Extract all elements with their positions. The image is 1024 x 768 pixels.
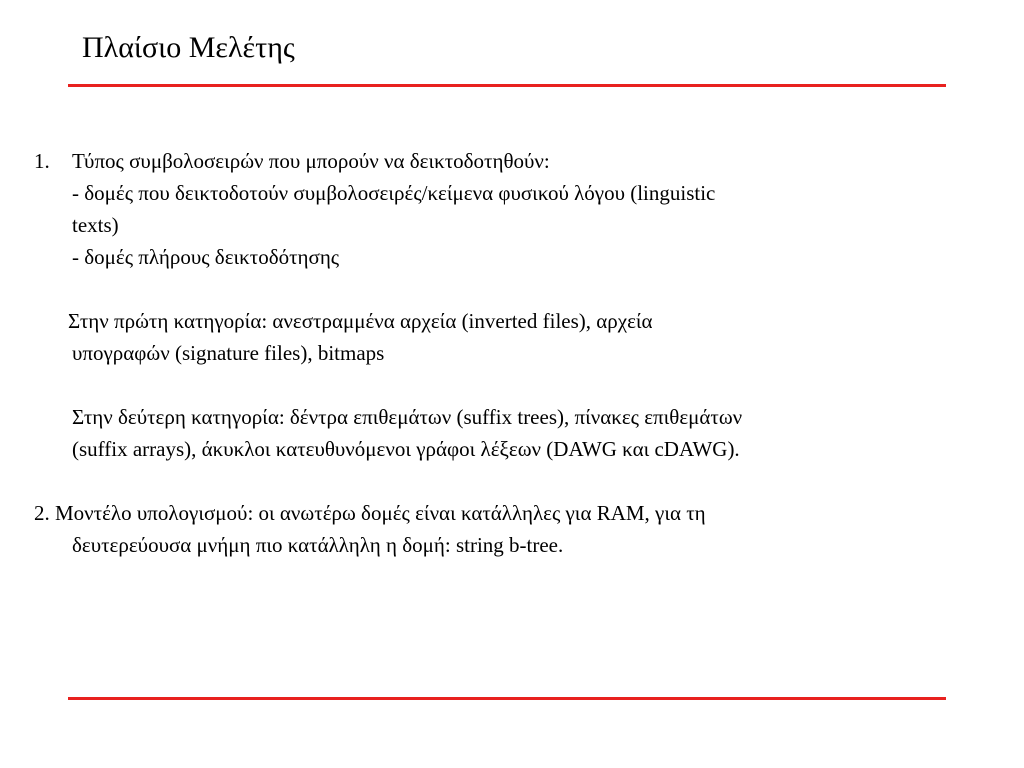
list-item-2-line2: δευτερεύουσα μνήμη πιο κατάλληλη η δομή: string b-tree. [72, 533, 564, 557]
first-category-line1: Στην πρώτη κατηγορία: ανεστραμμένα αρχεία (inverted files), αρχεία [68, 309, 653, 333]
spacer [72, 369, 994, 401]
list-item-2-line1: 2. Μοντέλο υπολογισμού: οι ανωτέρω δομές είναι κατάλληλες για RAM, για τη [34, 501, 706, 525]
slide-body [34, 145, 994, 561]
list-item-2 [34, 497, 994, 561]
second-category-line2: (suffix arrays), άκυκλοι κατευθυνόμενοι γράφοι λέξεων (DAWG και cDAWG). [72, 437, 740, 461]
slide-title: Πλαίσιο Μελέτης [82, 31, 295, 64]
top-divider [68, 84, 946, 87]
list-item-1-number: 1. [34, 149, 50, 173]
list-item-1-heading: Τύπος συμβολοσειρών που μπορούν να δεικτοδοτηθούν: [72, 149, 550, 173]
bottom-divider [68, 697, 946, 700]
bullet-linguistic-texts-line1: - δομές που δεικτοδοτούν συμβολοσειρές/κείμενα φυσικού λόγου (linguistic [72, 181, 716, 205]
spacer [72, 273, 994, 305]
bullet-linguistic-texts-line2: texts) [72, 213, 119, 237]
bullet-full-indexing: - δομές πλήρους δεικτοδότησης [72, 245, 340, 269]
second-category-line1: Στην δεύτερη κατηγορία: δέντρα επιθεμάτων (suffix trees), πίνακες επιθεμάτων [72, 405, 743, 429]
list-item-1 [34, 145, 994, 465]
first-category-line2: υπογραφών (signature files), bitmaps [72, 341, 385, 365]
